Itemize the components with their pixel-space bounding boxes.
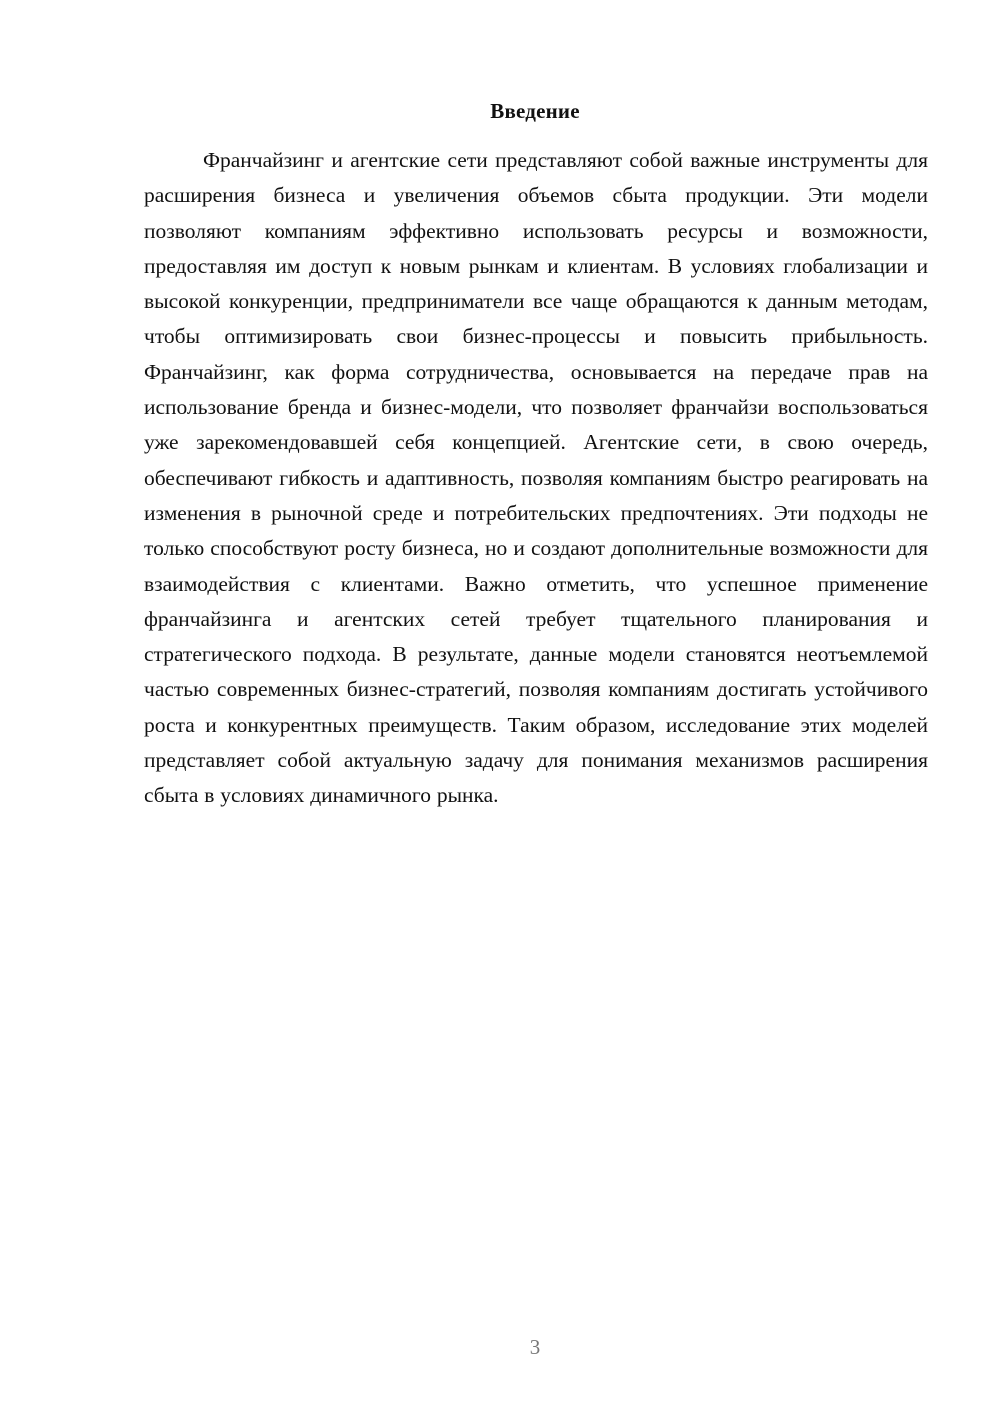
- page-number: 3: [529, 1335, 541, 1359]
- section-heading: Введение: [490, 99, 580, 123]
- body-paragraph: Франчайзинг и агентские сети представляют собой важные инструменты для расширения бизнеса и увеличения объемов сбыта продукции. Эти модели позволяют компаниям эффективно использовать ресурсы и возможности, предоставляя им доступ к новым рынкам и клиентам. В условиях глобализации и высокой конкуренции, предприниматели все чаще обращаются к данным методам, чтобы оптимизировать свои бизнес-процессы и повысить прибыльность. Франчайзинг, как форма сотрудничества, основывается на передаче прав на использование бренда и бизнес-модели, что позволяет франчайзи воспользоваться уже зарекомендовавшей себя концепцией. Агентские сети, в свою очередь, обеспечивают гибкость и адаптивность, позволяя компаниям быстро реагировать на изменения в рыночной среде и потребительских предпочтениях. Эти подходы не только способствуют росту бизнеса, но и создают дополнительные возможности для взаимодействия с клиентами. Важно отметить, что успешное применение франчайзинга и агентских сетей требует тщательного планирования и стратегического подхода. В результате, данные модели становятся неотъемлемой частью современных бизнес-стратегий, позволяя компаниям достигать устойчивого роста и конкурентных преимуществ. Таким образом, исследование этих моделей представляет собой актуальную задачу для понимания механизмов расширения сбыта в условиях динамичного рынка.: [144, 148, 928, 808]
